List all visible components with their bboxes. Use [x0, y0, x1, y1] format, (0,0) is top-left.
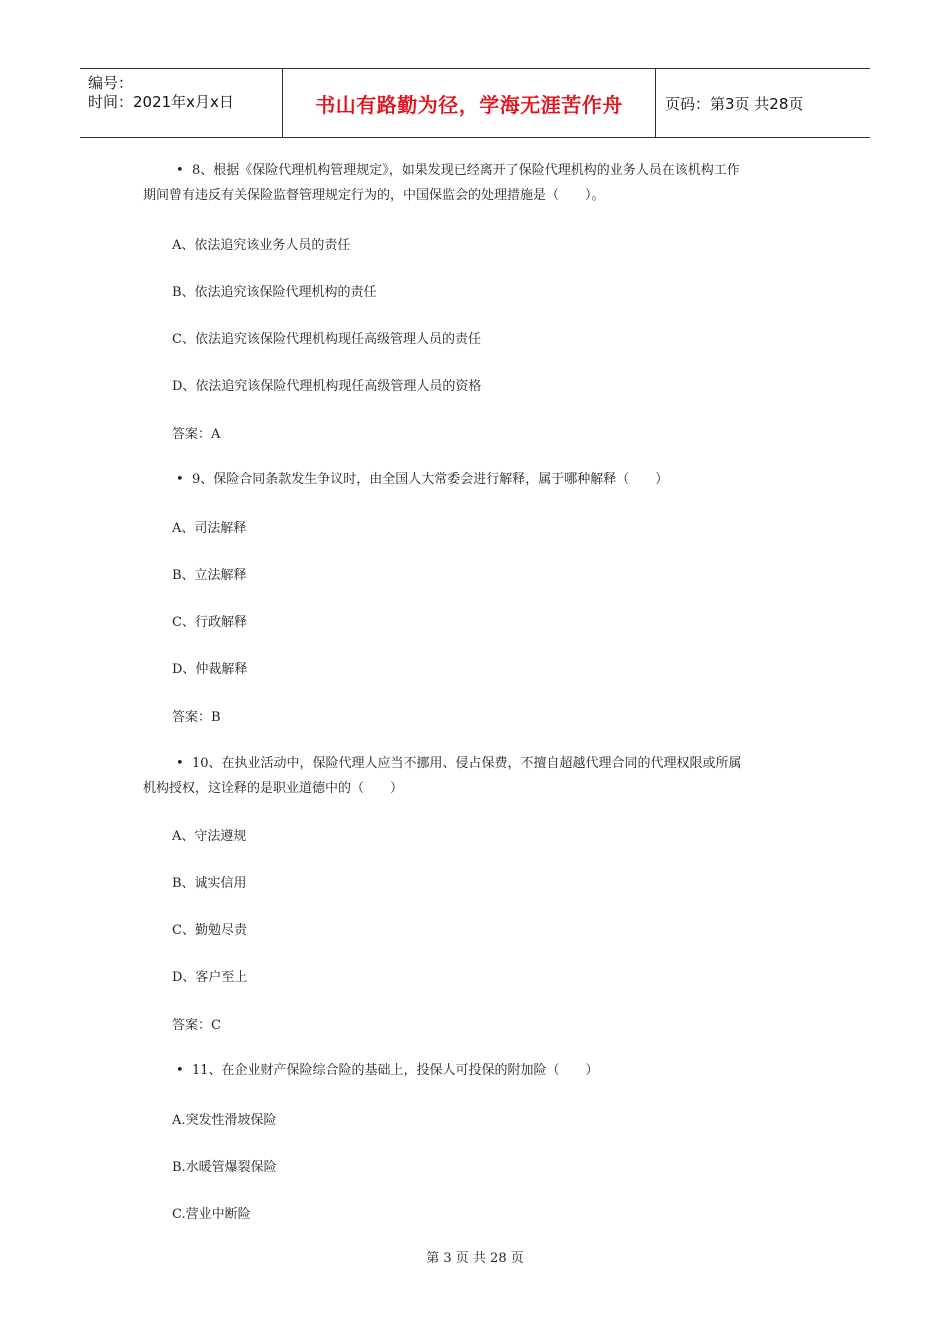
option-c: C、依法追究该保险代理机构现任高级管理人员的责任	[172, 332, 481, 347]
question-text-line1: 11、在企业财产保险综合险的基础上，投保人可投保的附加险（ ）	[192, 1063, 599, 1078]
option-a: A、依法追究该业务人员的责任	[172, 238, 351, 253]
answer: 答案：C	[172, 1018, 221, 1033]
option-b: B、诚实信用	[172, 876, 247, 891]
bullet-icon: •	[176, 472, 184, 487]
option-c: C、勤勉尽责	[172, 923, 247, 938]
header-info-cell	[80, 69, 282, 137]
answer: 答案：A	[172, 427, 221, 442]
option-b: B、立法解释	[172, 568, 247, 583]
serial-label: 编号：	[88, 74, 134, 92]
bullet-icon: •	[176, 756, 184, 771]
option-b: B.水暖管爆裂保险	[172, 1160, 277, 1175]
option-a: A、司法解释	[172, 521, 247, 536]
date-label: 时间：2021年x月x日	[88, 93, 234, 111]
option-d: D、依法追究该保险代理机构现任高级管理人员的资格	[172, 379, 482, 394]
header-motto-cell	[282, 69, 656, 137]
option-c: C、行政解释	[172, 615, 247, 630]
page-header	[80, 68, 870, 138]
question-text-line1: 9、保险合同条款发生争议时，由全国人大常委会进行解释，属于哪种解释（ ）	[192, 472, 669, 487]
option-b: B、依法追究该保险代理机构的责任	[172, 285, 377, 300]
option-d: D、客户至上	[172, 970, 248, 985]
bullet-icon: •	[176, 163, 184, 178]
option-a: A、守法遵规	[172, 829, 247, 844]
motto-text: 书山有路勤为径，学海无涯苦作舟	[315, 92, 623, 117]
question-9	[143, 467, 823, 492]
option-a: A.突发性滑坡保险	[172, 1113, 277, 1128]
bullet-icon: •	[176, 1063, 184, 1078]
option-d: D、仲裁解释	[172, 662, 248, 677]
page-label: 页码：第3页 共28页	[665, 94, 804, 113]
question-text-line1: 8、根据《保险代理机构管理规定》，如果发现已经离开了保险代理机构的业务人员在该机构工作	[192, 163, 740, 178]
question-text-line1: 10、在执业活动中，保险代理人应当不挪用、侵占保费，不擅自超越代理合同的代理权限或所属	[192, 756, 742, 771]
answer: 答案：B	[172, 710, 221, 725]
option-c: C.营业中断险	[172, 1207, 251, 1222]
question-10	[143, 751, 823, 801]
question-8	[143, 158, 823, 208]
question-text-line2: 期间曾有违反有关保险监督管理规定行为的，中国保监会的处理措施是（ ）。	[143, 188, 605, 203]
question-11	[143, 1058, 823, 1083]
header-page-cell	[655, 69, 870, 137]
page-footer: 第 3 页 共 28 页	[426, 1251, 524, 1266]
question-text-line2: 机构授权，这诠释的是职业道德中的（ ）	[143, 781, 404, 796]
